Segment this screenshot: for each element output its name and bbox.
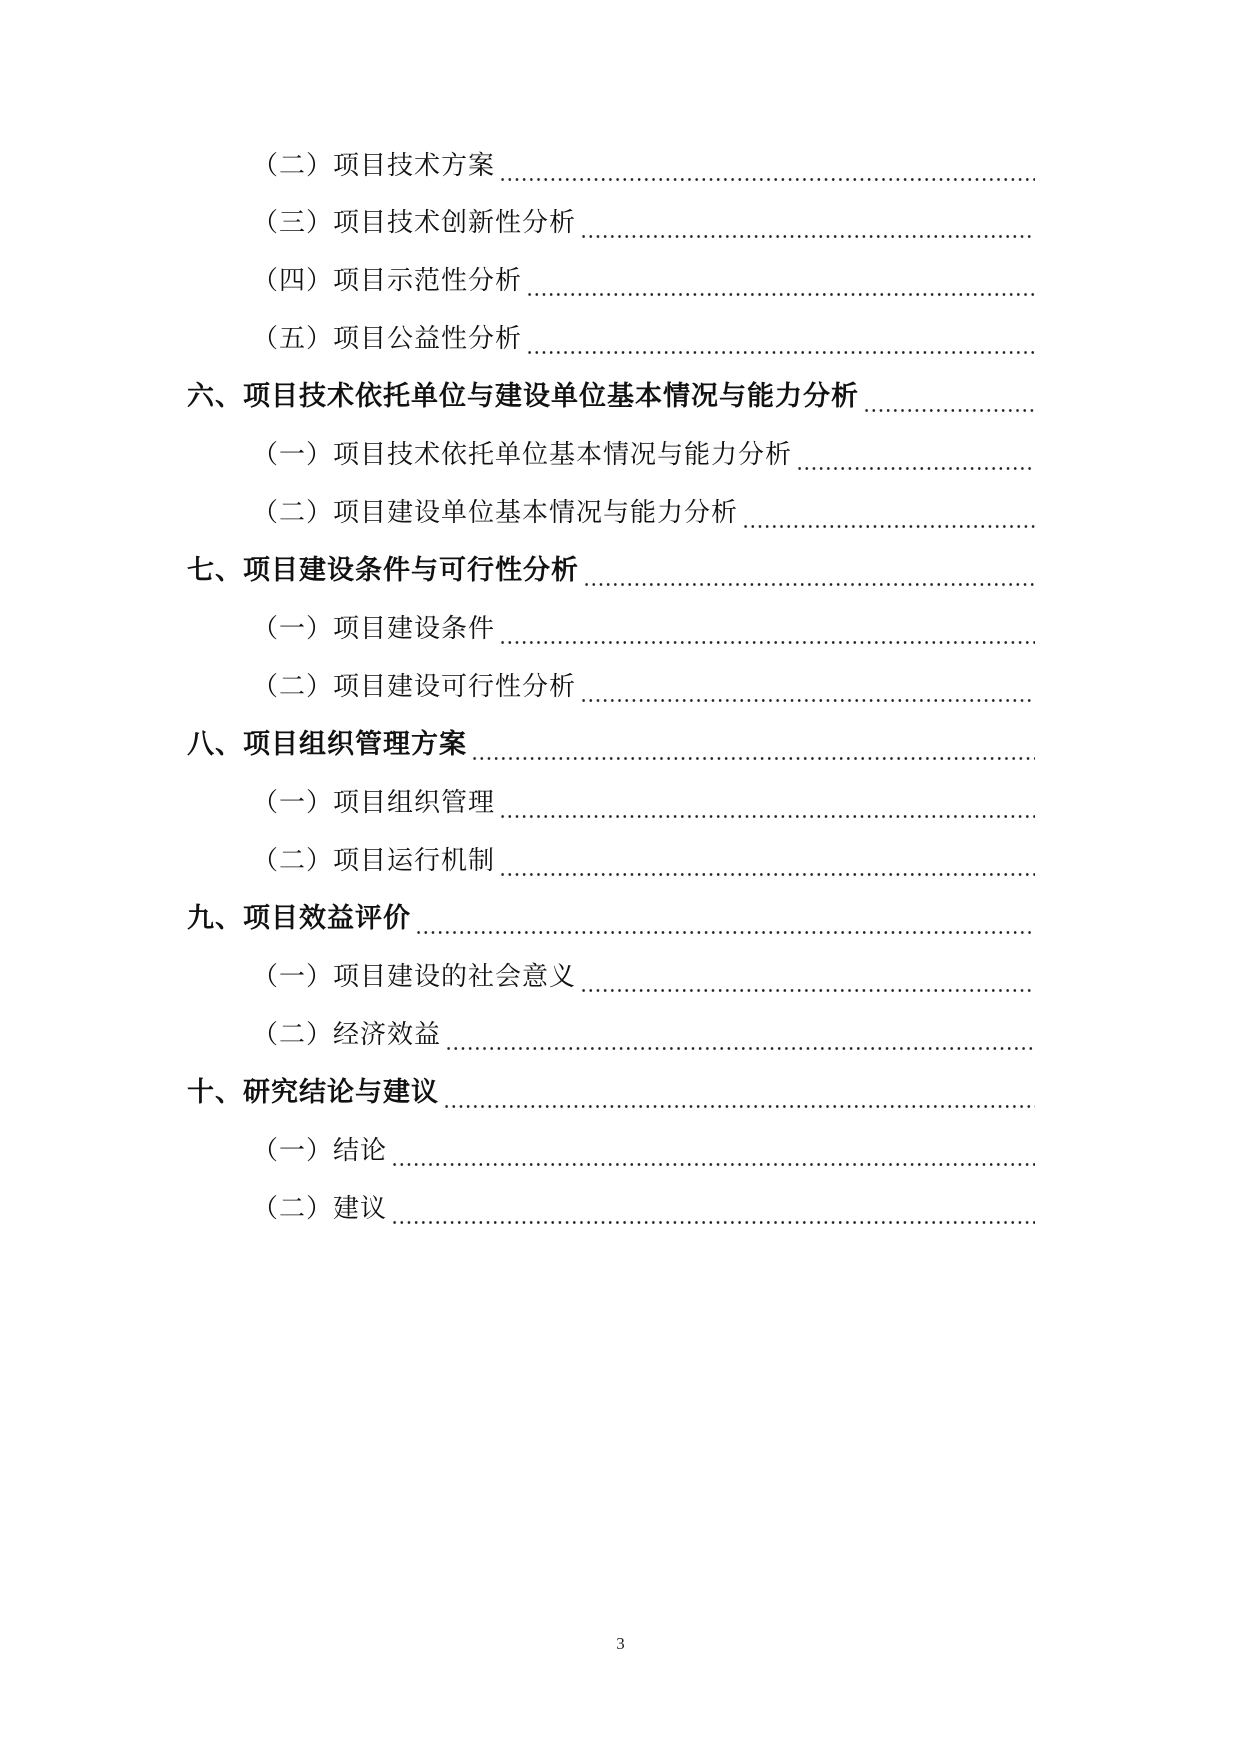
toc-dot-leader (526, 319, 1035, 359)
toc-entry-label: （一）结论 (252, 1136, 388, 1166)
toc-dot-leader (580, 667, 1035, 707)
toc-entry-label: （一）项目技术依托单位基本情况与能力分析 (252, 440, 793, 470)
toc-entry-project-tech-plan[interactable] (252, 146, 1035, 186)
toc-section-6-units-capability[interactable] (187, 377, 1035, 417)
toc-dot-leader (415, 899, 1035, 939)
toc-section-label: 九、项目效益评价 (187, 903, 411, 934)
toc-entry-tech-innovation-analysis[interactable] (252, 203, 1035, 243)
toc-entry-label: （四）项目示范性分析 (252, 266, 523, 296)
toc-entry-label: （三）项目技术创新性分析 (252, 208, 577, 238)
toc-dot-leader (583, 551, 1035, 591)
toc-section-7-conditions-feasibility[interactable] (187, 551, 1035, 591)
toc-dot-leader (499, 609, 1035, 649)
toc-dot-leader (580, 957, 1035, 997)
toc-entry-label: （一）项目建设的社会意义 (252, 962, 577, 992)
toc-dot-leader (391, 1131, 1035, 1171)
toc-entry-construction-unit[interactable] (252, 493, 1035, 533)
toc-entry-label: （二）项目技术方案 (252, 151, 496, 181)
toc-section-9-benefit-evaluation[interactable] (187, 899, 1035, 939)
toc-entry-label: （二）项目建设单位基本情况与能力分析 (252, 498, 739, 528)
toc-entry-label: （五）项目公益性分析 (252, 324, 523, 354)
toc-section-8-organization-plan[interactable] (187, 725, 1035, 765)
toc-entry-conclusion[interactable] (252, 1131, 1035, 1171)
toc-dot-leader (499, 841, 1035, 881)
toc-dot-leader (499, 783, 1035, 823)
toc-dot-leader (471, 725, 1035, 765)
toc-entry-label: （二）项目建设可行性分析 (252, 672, 577, 702)
toc-entry-public-welfare-analysis[interactable] (252, 319, 1035, 359)
toc-section-label: 六、项目技术依托单位与建设单位基本情况与能力分析 (187, 381, 859, 412)
toc-entry-demonstration-analysis[interactable] (252, 261, 1035, 301)
toc-dot-leader (443, 1073, 1035, 1113)
toc-entry-label: （一）项目建设条件 (252, 614, 496, 644)
toc-dot-leader (796, 435, 1035, 475)
toc-dot-leader (499, 146, 1035, 186)
toc-entry-label: （一）项目组织管理 (252, 788, 496, 818)
toc-dot-leader (580, 203, 1035, 243)
toc-entry-suggestions[interactable] (252, 1189, 1035, 1229)
toc-dot-leader (445, 1015, 1035, 1055)
toc-dot-leader (526, 261, 1035, 301)
toc-dot-leader (391, 1189, 1035, 1229)
toc-entry-construction-conditions[interactable] (252, 609, 1035, 649)
toc-dot-leader (863, 377, 1035, 417)
toc-entry-feasibility-analysis[interactable] (252, 667, 1035, 707)
toc-entry-label: （二）经济效益 (252, 1020, 442, 1050)
toc-section-10-conclusions[interactable] (187, 1073, 1035, 1113)
toc-entry-label: （二）建议 (252, 1194, 388, 1224)
toc-entry-operation-mechanism[interactable] (252, 841, 1035, 881)
page-number: 3 (616, 1634, 625, 1653)
toc-entry-tech-support-unit[interactable] (252, 435, 1035, 475)
toc-section-label: 十、研究结论与建议 (187, 1077, 439, 1108)
toc-entry-organization-management[interactable] (252, 783, 1035, 823)
toc-entry-social-significance[interactable] (252, 957, 1035, 997)
toc-dot-leader (742, 493, 1035, 533)
toc-section-label: 八、项目组织管理方案 (187, 729, 467, 760)
toc-entry-label: （二）项目运行机制 (252, 846, 496, 876)
toc-section-label: 七、项目建设条件与可行性分析 (187, 555, 579, 586)
toc-entry-economic-benefit[interactable] (252, 1015, 1035, 1055)
